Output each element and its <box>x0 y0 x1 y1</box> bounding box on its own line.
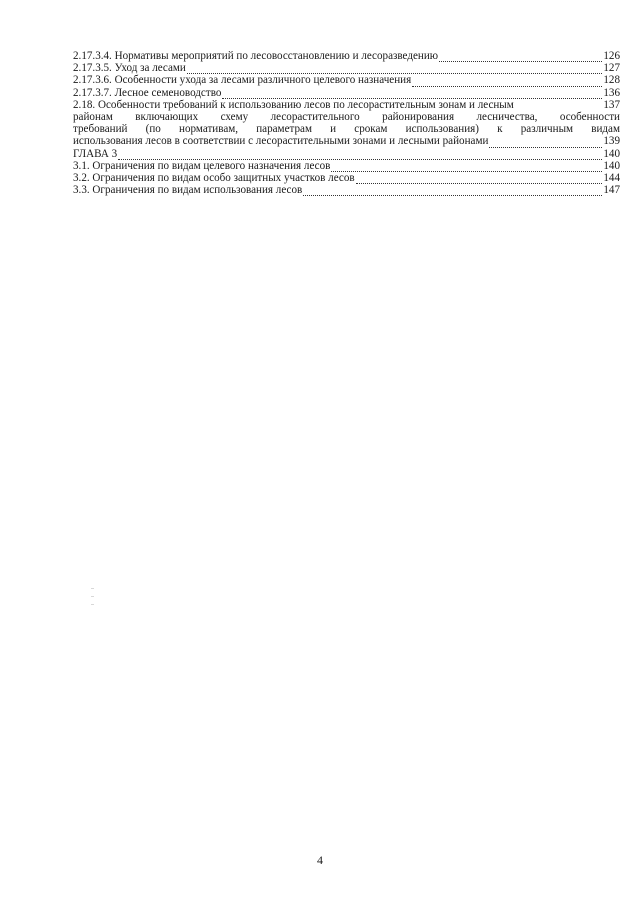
toc-entry-label: 3.3. Ограничения по видам использования лесов <box>73 184 303 197</box>
scan-speck <box>91 596 94 597</box>
toc-entry[interactable] <box>73 148 620 160</box>
toc-entry-page: 140 <box>603 159 620 172</box>
toc-entry-text-line: районам включающих схему лесорастительного районирования лесничества, особенности <box>73 111 620 124</box>
page-number: 4 <box>317 853 323 867</box>
toc-entry-label: 3.1. Ограничения по видам целевого назначения лесов <box>73 159 331 172</box>
toc-entry-label: использования лесов в соответствии с лесорастительными зонами и лесными районами <box>73 135 489 148</box>
dot-leader <box>412 77 602 87</box>
toc-entry-page: 136 <box>603 86 620 99</box>
toc-entry-label: 2.17.3.6. Особенности ухода за лесами различного целевого назначения <box>73 74 412 87</box>
dot-leader <box>222 89 602 99</box>
toc-entry-first-line <box>73 99 620 111</box>
dot-leader <box>439 52 602 62</box>
dot-leader <box>303 186 602 196</box>
dot-leader <box>187 64 602 74</box>
toc-entry[interactable] <box>73 50 620 62</box>
toc-entry-label: 2.17.3.4. Нормативы мероприятий по лесовосстановлению и лесоразведению <box>73 50 439 62</box>
toc-entry-last-line <box>73 135 620 147</box>
toc-entry-page: 126 <box>603 50 620 62</box>
toc-entry-page: 140 <box>603 147 620 160</box>
toc-entry-page: 137 <box>603 98 620 111</box>
toc-entry[interactable] <box>73 184 620 196</box>
dot-leader <box>356 174 603 184</box>
toc-entry-page: 147 <box>603 184 620 197</box>
toc-entry[interactable] <box>73 62 620 74</box>
dot-leader <box>331 162 602 172</box>
toc-entry[interactable] <box>73 160 620 172</box>
toc-entry[interactable] <box>73 172 620 184</box>
toc-entry-page: 139 <box>603 135 620 148</box>
toc-entry-multiline[interactable] <box>73 99 620 148</box>
toc-entry-page: 144 <box>603 172 620 185</box>
toc-entry-page: 128 <box>603 74 620 87</box>
toc-entry[interactable] <box>73 87 620 99</box>
toc-entry-text-line: требований (по нормативам, параметрам и срокам использования) к различным видам <box>73 123 620 136</box>
dot-leader <box>118 150 602 160</box>
toc-entry-page: 127 <box>603 62 620 75</box>
toc-entry-label: 2.17.3.7. Лесное семеноводство <box>73 86 222 99</box>
dot-leader <box>515 102 603 111</box>
toc-entry-label: ГЛАВА 3 <box>73 147 118 160</box>
scan-speck <box>91 588 94 589</box>
toc-entry-label: 2.18. Особенности требований к использованию лесов по лесорастительным зонам и лесным <box>73 98 514 111</box>
toc-entry-label: 3.2. Ограничения по видам особо защитных участков лесов <box>73 172 355 185</box>
table-of-contents <box>73 50 620 196</box>
dot-leader <box>489 138 602 148</box>
scan-speck <box>91 604 94 605</box>
toc-entry-label: 2.17.3.5. Уход за лесами <box>73 62 186 75</box>
toc-entry[interactable] <box>73 74 620 86</box>
